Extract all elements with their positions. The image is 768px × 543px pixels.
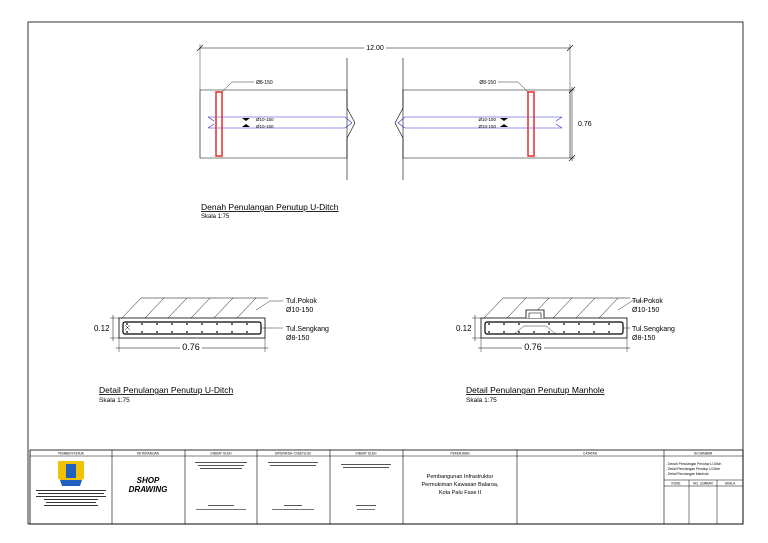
tb-drawing-label: DRAWING <box>128 485 168 494</box>
tb-project-line3: Kota Palu Fase II <box>438 490 482 496</box>
detail-right-thickness: 0.12 <box>456 324 472 333</box>
stirrup-right <box>528 92 534 156</box>
plan-view <box>197 43 592 220</box>
tb-col-kode: KODE <box>671 481 681 486</box>
tb-catatan-header: CATATAN <box>583 451 597 456</box>
plan-mainbar-left-2: Ø10-150 <box>256 124 274 129</box>
tb-project-line2: Permukiman Kawasan Balaroa, <box>421 482 499 488</box>
detail-left-pokok-label: Tul.Pokok <box>286 298 317 305</box>
tb-shop-label: SHOP <box>136 476 160 485</box>
plan-stirrup-right-label: Ø8-150 <box>479 80 496 86</box>
detail-left-thickness: 0.12 <box>94 324 110 333</box>
plan-mainbar-left-1: Ø10-150 <box>256 117 274 122</box>
detail-left-sengkang-label: Tul.Sengkang <box>286 326 329 333</box>
detail-right-scale: Skala 1:75 <box>466 397 497 404</box>
stirrup-left <box>216 92 222 156</box>
tb-pekerjaan-header: PEKERJAAN <box>450 451 470 456</box>
detail-right-pokok-value: Ø10-150 <box>632 307 660 314</box>
detail-manhole <box>456 298 675 404</box>
pupr-logo <box>58 461 84 486</box>
tb-keterangan-header: KETERANGAN <box>137 451 159 456</box>
detail-left-sengkang-value: Ø8-150 <box>286 335 310 342</box>
tb-dibuat-header: DIBUAT OLEH <box>210 451 232 456</box>
detail-right-pokok-label: Tul.Pokok <box>632 298 663 305</box>
top-dimension-label: 12.00 <box>366 45 384 52</box>
plan-slab-left <box>200 90 355 158</box>
tb-gambar-item-1: - Denah Penulangan Penutup U-Ditch <box>666 462 722 466</box>
detail-left-slab <box>119 318 265 338</box>
tb-col-skala: SKALA <box>724 481 736 486</box>
plan-stirrup-left-label: Ø8-150 <box>256 80 273 86</box>
detail-left-pokok-value: Ø10-150 <box>286 307 314 314</box>
tb-project-line1: Pembangunan Infrastruktur <box>426 474 494 480</box>
detail-right-slab <box>481 318 627 338</box>
detail-right-sengkang-value: Ø8-150 <box>632 335 656 342</box>
detail-right-width: 0.76 <box>524 342 542 352</box>
plan-mainbar-right-1: Ø10-150 <box>478 117 496 122</box>
sheet-border <box>28 22 743 524</box>
detail-right-sengkang-label: Tul.Sengkang <box>632 326 675 333</box>
plan-mainbar-right-2: Ø10-150 <box>478 124 496 129</box>
title-block <box>30 450 743 524</box>
tb-gambar-item-2: - Detail Penulangan Penutup U-Ditch <box>666 467 721 471</box>
tb-gambar-item-3: - Detail Penulangan Manhole <box>666 472 709 476</box>
tb-diperiksa-header: DIBUAT OLEH <box>355 451 377 456</box>
plan-title: Denah Penulangan Penutup U-Ditch <box>201 202 339 212</box>
detail-left-scale: Skala 1:75 <box>99 397 130 404</box>
plan-scale: Skala 1:75 <box>201 214 230 220</box>
tb-disetujui-header: DIPERIKSA / DISETUJUI <box>275 451 311 456</box>
tb-owner-header: PEMBERI KERJA <box>58 451 84 456</box>
tb-gambar-header: ISI GAMBAR <box>693 451 713 456</box>
detail-left-title: Detail Penulangan Penutup U-Ditch <box>99 385 234 395</box>
plan-height-dim: 0.76 <box>578 121 592 128</box>
detail-left-stirrup <box>123 322 261 334</box>
tb-col-lembar: NO. LEMBAR <box>693 481 713 486</box>
detail-left-width: 0.76 <box>182 342 200 352</box>
detail-right-title: Detail Penulangan Penutup Manhole <box>466 385 605 395</box>
detail-u-ditch <box>94 298 329 404</box>
